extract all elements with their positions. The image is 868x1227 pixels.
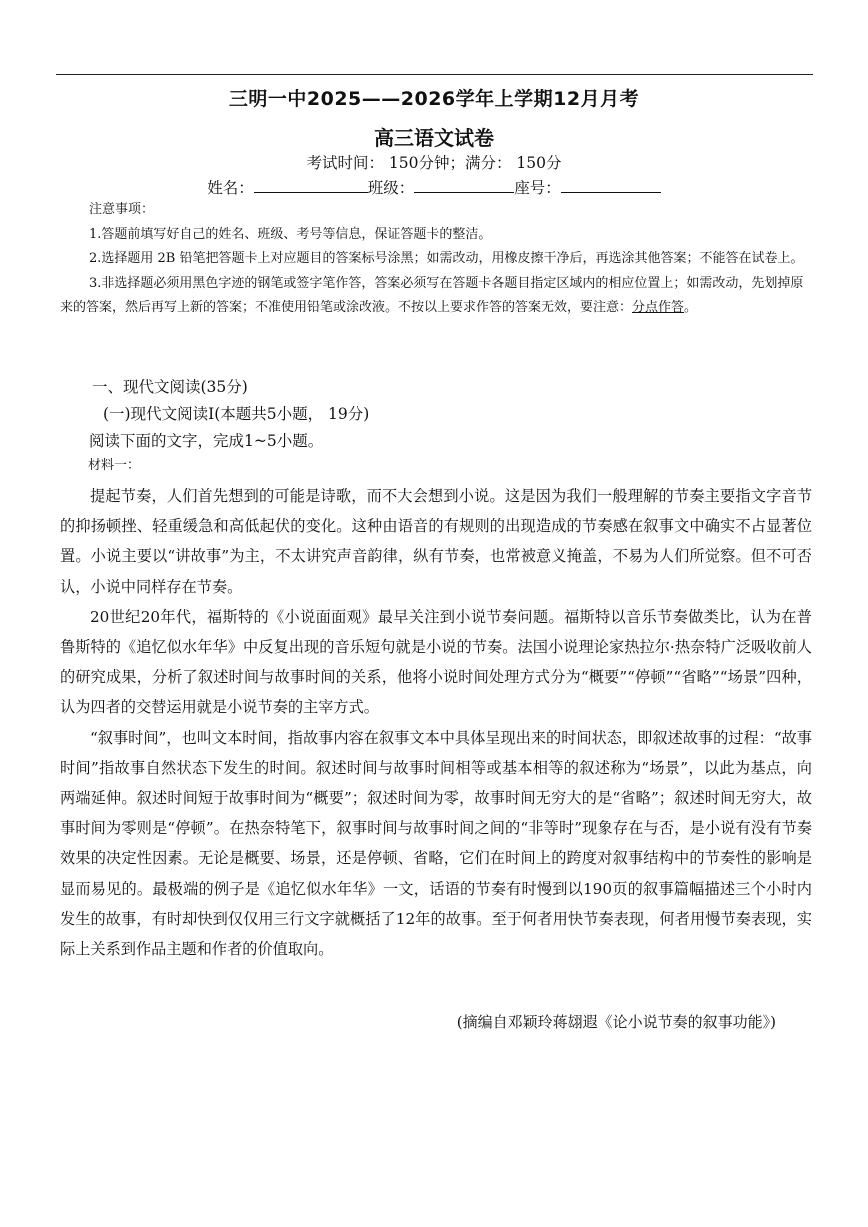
class-blank	[414, 178, 514, 193]
note-end-mark: 。	[684, 300, 698, 315]
passage-paragraph: 提起节奏，人们首先想到的可能是诗歌，而不大会想到小说。这是因为我们一般理解的节奏主要指文字音节的抑扬顿挫、轻重缓急和高低起伏的变化。这种由语音的有规则的出现造成的节奏感在叙事文中确实不占显著位置。小说主要以“讲故事”为主，不太讲究声音韵律，纵有节奏，也常被意义掩盖，不易为人们所觉察。但不可否认，小说中同样存在节奏。	[60, 487, 812, 596]
reading-passage	[60, 481, 812, 964]
seat-label: 座号：	[514, 179, 561, 197]
passage-paragraph: 20世纪20年代，福斯特的《小说面面观》最早关注到小说节奏问题。福斯特以音乐节奏做类比，认为在普鲁斯特的《追忆似水年华》中反复出现的音乐短句就是小说的节奏。法国小说理论家热拉尔·热奈特广泛吸收前人的研究成果，分析了叙述时间与故事时间的关系，他将小说时间处理方式分为“概要”“停顿”“省略”“场景”四种，认为四者的交替运用就是小说节奏的主宰方式。	[60, 607, 812, 717]
note-item	[60, 272, 812, 321]
reading-section	[0, 374, 868, 477]
exam-subtitle: 高三语文试卷	[374, 126, 494, 150]
note-item-text: 3.非选择题必须用黑色字迹的钢笔或签字笔作答，答案必须写在答题卡各题目指定区域内的相应位置上；如需改动，先划掉原来的答案，然后再写上新的答案；不准使用铅笔或涂改液。不按以上要求作答的答案无效，要注意：	[60, 275, 804, 315]
section-instruction: 阅读下面的文字，完成1~5小题。	[89, 432, 324, 450]
exam-title: 三明一中2025——2026学年上学期12月月考	[228, 88, 640, 110]
note-emphasis: 分点作答	[632, 300, 685, 315]
passage-citation: (摘编自邓颖玲蒋翃遐《论小说节奏的叙事功能》)	[456, 1013, 776, 1031]
seat-blank	[561, 178, 661, 193]
note-item: 1.答题前填写好自己的姓名、班级、考号等信息，保证答题卡的整洁。	[89, 226, 492, 242]
exam-notes	[60, 198, 812, 321]
exam-time-score: 考试时间： 150分钟；满分： 150分	[306, 154, 562, 172]
header-rule	[56, 74, 813, 75]
note-item: 2.选择题用 2B 铅笔把答题卡上对应题目的答案标号涂黑；如需改动，用橡皮擦干净后，再选涂其他答案；不能答在试卷上。	[89, 251, 804, 266]
notes-heading: 注意事项：	[89, 202, 155, 217]
section-part-title: 一、现代文阅读(35分)	[92, 378, 248, 396]
name-label: 姓名：	[207, 179, 254, 197]
passage-paragraph: “叙事时间”，也叫文本时间，指故事内容在叙事文本中具体呈现出来的时间状态，即叙述故事的过程：“故事时间”指故事自然状态下发生的时间。叙述时间与故事时间相等或基本相等的叙述称为“场景”，以此为基点，向两端延伸。叙述时间短于故事时间为“概要”；叙述时间为零，故事时间无穷大的是“省略”；叙述时间无穷大，故事时间为零则是“停顿”。在热奈特笔下，叙事时间与故事时间之间的“非等时”现象存在与否，是小说有没有节奏效果的决定性因素。无论是概要、场景，还是停顿、省略，它们在时间上的跨度对叙事结构中的节奏性的影响是显而易见的。最极端的例子是《追忆似水年华》一文，话语的节奏有时慢到以190页的叙事篇幅描述三个小时内发生的故事，有时却快到仅仅用三行文字就概括了12年的故事。至于何者用快节奏表现，何者用慢节奏表现，实际上关系到作品主题和作者的价值取向。	[60, 728, 812, 959]
material-label: 材料一：	[88, 458, 141, 473]
section-sub-title: (一)现代文阅读Ⅰ(本题共5小题， 19分)	[103, 405, 370, 423]
name-blank	[254, 178, 368, 193]
class-label: 班级：	[367, 179, 415, 197]
student-info-line	[0, 176, 868, 198]
